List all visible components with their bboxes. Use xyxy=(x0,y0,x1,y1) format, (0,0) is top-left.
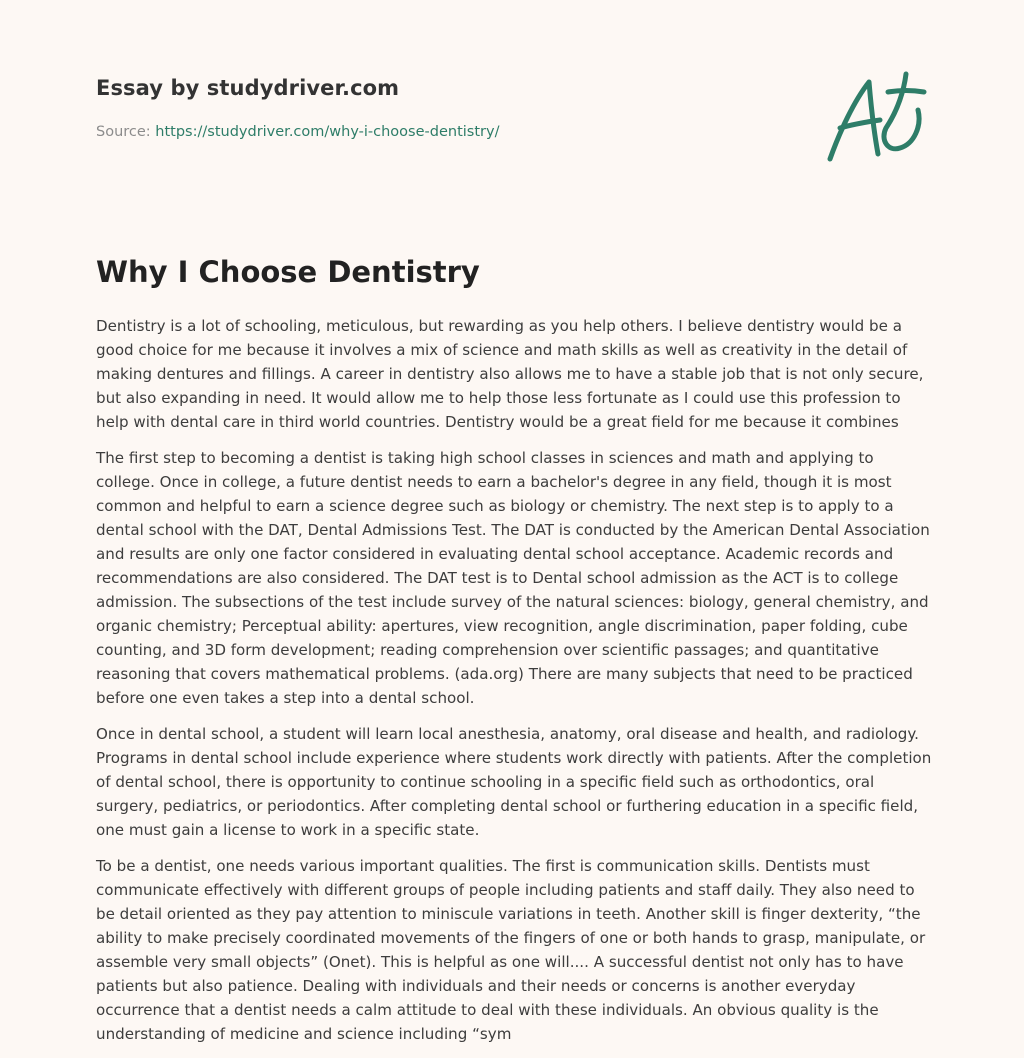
essay-paragraph: To be a dentist, one needs various important qualities. The first is communication skills. Dentists must communicate effectively with different groups of people including patients and staff daily. They also need to be detail oriented as they pay attention to miniscule variations in teeth. Another skill is finger dexterity, “the ability to make precisely coordinated movements of the fingers of one or both hands to grasp, manipulate, or assemble very small objects” (Onet). This is helpful as one will.... A successful dentist not only has to have patients but also patience. Dealing with individuals and their needs or concerns is another everyday occurrence that a dentist needs a calm attitude to deal with these individuals. An obvious quality is the understanding of medicine and science including “sym xyxy=(96,857,926,1043)
essay-paragraph: Once in dental school, a student will learn local anesthesia, anatomy, oral disease and health, and radiology. Programs in dental school include experience where students work directly with patients. After the completion of dental school, there is opportunity to continue schooling in a specific field such as orthodontics, oral surgery, pediatrics, or periodontics. After completing dental school or furthering education in a specific field, one must gain a license to work in a specific state. xyxy=(96,725,932,839)
a-plus-logo xyxy=(822,66,932,166)
source-link[interactable]: https://studydriver.com/why-i-choose-dentistry/ xyxy=(155,124,500,140)
source-label: Source: xyxy=(96,124,156,140)
essay-title: Why I Choose Dentistry xyxy=(96,255,480,289)
essay-paragraph: Dentistry is a lot of schooling, meticulous, but rewarding as you help others. I believe dentistry would be a good choice for me because it involves a mix of science and math skills as well as creativity in the detail of making dentures and fillings. A career in dentistry also allows me to have a stable job that is not only secure, but also expanding in need. It would allow me to help those less fortunate as I could use this profession to help with dental care in third world countries. Dentistry would be a great field for me because it combines xyxy=(96,317,924,431)
source-line xyxy=(96,124,499,140)
essay-paragraph: The first step to becoming a dentist is taking high school classes in sciences and math and applying to college. Once in college, a future dentist needs to earn a bachelor's degree in any field, though it is most common and helpful to earn a science degree such as biology or chemistry. The next step is to apply to a dental school with the DAT, Dental Admissions Test. The DAT is conducted by the American Dental Association and results are only one factor considered in evaluating dental school acceptance. Academic records and recommendations are also considered. The DAT test is to Dental school admission as the ACT is to college admission. The subsections of the test include survey of the natural sciences: biology, general chemistry, and organic chemistry; Perceptual ability: apertures, view recognition, angle discrimination, paper folding, cube counting, and 3D form development; reading comprehension over scientific passages; and quantitative reasoning that covers mathematical problems. (ada.org) There are many subjects that need to be practiced before one even takes a step into a dental school. xyxy=(96,449,930,707)
a-plus-logo-icon xyxy=(822,66,932,166)
essay-body xyxy=(96,314,932,1058)
site-title: Essay by studydriver.com xyxy=(96,76,400,100)
